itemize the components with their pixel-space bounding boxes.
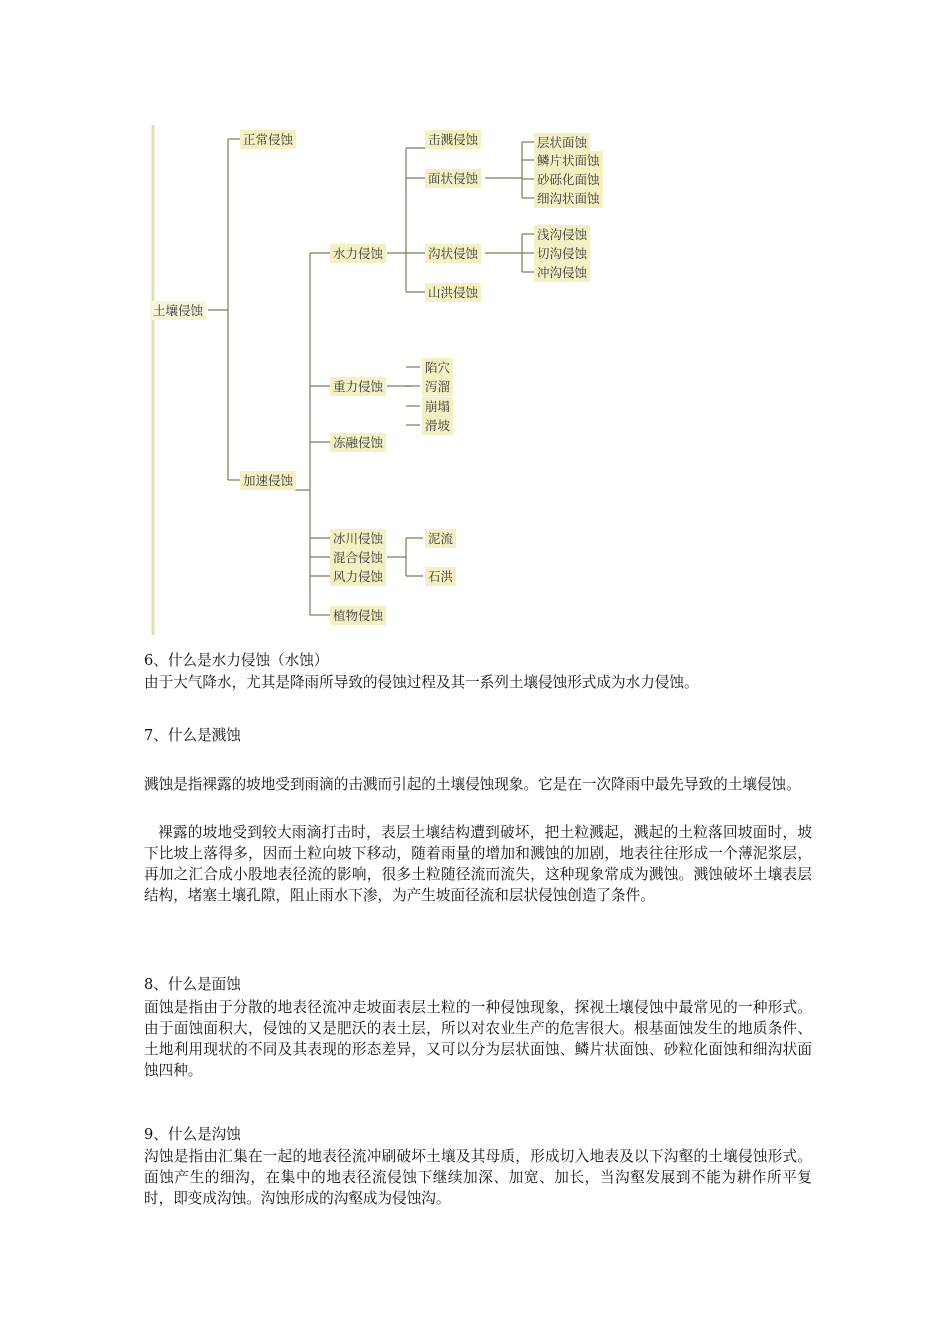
node-water-erosion: 水力侵蚀 [330,244,386,263]
node-flash-flood-erosion: 山洪侵蚀 [425,283,481,302]
node-gully-erosion: 沟状侵蚀 [425,244,481,263]
node-mixed-erosion: 混合侵蚀 [330,548,386,567]
node-cut-gully: 切沟侵蚀 [534,244,590,263]
node-layered-sheet: 层状面蚀 [534,133,590,152]
node-freeze-thaw-erosion: 冻融侵蚀 [330,433,386,452]
node-sheet-erosion: 面状侵蚀 [425,169,481,188]
section-7-paragraph-1: 溅蚀是指裸露的坡地受到雨滴的击溅而引起的土壤侵蚀现象。它是在一次降雨中最先导致的土壤侵蚀。 [144,776,801,793]
soil-erosion-classification-diagram [140,120,640,640]
node-ravine-gully: 冲沟侵蚀 [534,263,590,282]
node-normal-erosion: 正常侵蚀 [240,130,296,149]
section-6-title: 6、什么是水力侵蚀（水蚀） [144,652,329,669]
node-wind-erosion: 风力侵蚀 [330,567,386,586]
section-7-paragraph-2: 裸露的坡地受到较大雨滴打击时，表层土壤结构遭到破坏，把土粒溅起，溅起的土粒落回坡面时，坡下比坡上落得多，因而土粒向坡下移动，随着雨量的增加和溅蚀的加剧，地表往往形成一个薄泥浆层，再加之汇合成小股地表径流的影响，很多土粒随径流而流失，这种现象常成为溅蚀。溅蚀破坏土壤表层结构，堵塞土壤孔隙，阻止雨水下渗，为产生坡面径流和层状侵蚀创造了条件。 [144,824,812,904]
node-accelerated-erosion: 加速侵蚀 [240,471,296,490]
section-9-body: 沟蚀是指由汇集在一起的地表径流冲刷破坏土壤及其母质，形成切入地表及以下沟壑的土壤侵蚀形式。面蚀产生的细沟，在集中的地表径流侵蚀下继续加深、加宽、加长，当沟壑发展到不能为耕作所平复时，即变成沟蚀。沟蚀形成的沟壑成为侵蚀沟。 [144,1148,812,1207]
node-soil-erosion-root: 土壤侵蚀 [150,301,206,320]
node-rill-sheet: 细沟状面蚀 [534,189,603,208]
node-plant-erosion: 植物侵蚀 [330,606,386,625]
node-mudflow: 泥流 [425,529,456,548]
node-shallow-gully: 浅沟侵蚀 [534,225,590,244]
node-debris-slide: 泻溜 [422,377,453,396]
section-8-title: 8、什么是面蚀 [144,976,241,993]
node-landslide: 滑坡 [422,416,453,435]
section-7-title: 7、什么是溅蚀 [144,727,241,744]
node-collapse: 崩塌 [422,397,453,416]
node-gravel-sheet: 砂砾化面蚀 [534,170,603,189]
node-scaly-sheet: 鳞片状面蚀 [534,151,603,170]
section-9-title: 9、什么是沟蚀 [144,1126,241,1143]
section-8-body: 面蚀是指由于分散的地表径流冲走坡面表层土粒的一种侵蚀现象，探视土壤侵蚀中最常见的一种形式。由于面蚀面积大，侵蚀的又是肥沃的表土层，所以对农业生产的危害很大。根基面蚀发生的地质条件、土地利用现状的不同及其表现的形态差异，又可以分为层状面蚀、鳞片状面蚀、砂粒化面蚀和细沟状面蚀四种。 [144,999,812,1079]
node-gravity-erosion: 重力侵蚀 [330,377,386,396]
node-glacial-erosion: 冰川侵蚀 [330,529,386,548]
node-stone-flood: 石洪 [425,567,456,586]
node-splash-erosion: 击溅侵蚀 [425,130,481,149]
section-6-body: 由于大气降水，尤其是降雨所导致的侵蚀过程及其一系列土壤侵蚀形式成为水力侵蚀。 [144,674,699,691]
node-sinkhole: 陷穴 [422,358,453,377]
